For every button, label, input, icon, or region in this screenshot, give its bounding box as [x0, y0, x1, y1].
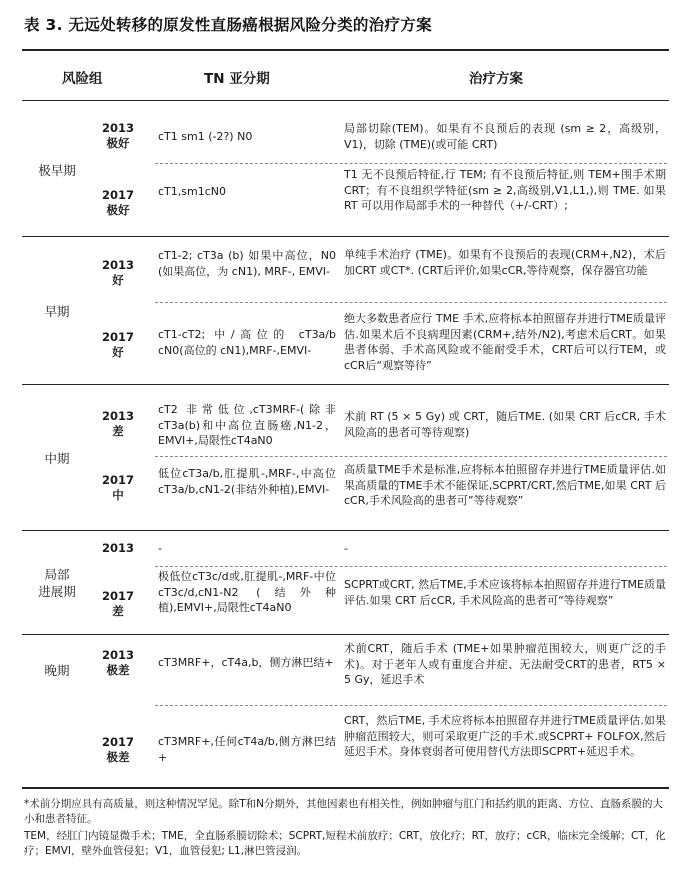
substage-cell: cT3MRF+,任何cT4a/b,侧方淋巴结+	[158, 735, 336, 764]
row-year	[92, 409, 144, 439]
treatment-cell: 术前 RT (5 × 5 Gy) 或 CRT，随后TME. (如果 CRT 后cCR, 手术风险高的患者可等待观察)	[344, 410, 666, 439]
grade-text: 极差	[106, 750, 130, 764]
group-label: 晚期	[44, 663, 70, 678]
group-label: 早期	[44, 304, 70, 319]
row-divider	[155, 302, 667, 303]
substage-cell: cT1-cT2; 中/高位的 cT3a/b cN0(高位的 cN1),MRF-,EMVI-	[158, 328, 336, 357]
substage-cell: cT2 非常低位,cT3MRF-(除非cT3a(b)和中高位直肠癌,N1-2，EMVI+,局限性cT4aN0	[158, 403, 336, 447]
group-divider	[22, 384, 669, 385]
footnote: *术前分期应具有高质量，则这种情况罕见。除T和N分期外，其他因素也有相关性，例如肿瘤与肛门和括约肌的距离、方位、直肠系膜的大小和患者特征。	[24, 798, 664, 825]
treatment-cell: 高质量TME手术是标准,应将标本拍照留存并进行TME质量评估.如果高质量的TME手术不能保证,SCPRT/CRT,然后TME,如果 CRT 后cCR,手术风险高的患者可”等待观察”	[344, 463, 666, 507]
treatment-cell: 绝大多数患者应行 TME 手术,应将标本拍照留存并进行TME质量评估.如果术后不良病理因素(CRM+,结外/N2),考虑术后CRT。如果患者体弱、手术高风险或不能耐受手术，CRT后可以行TEM，或cCR后“观察等待”	[344, 312, 666, 372]
group-divider	[22, 530, 669, 531]
grade-text: 极差	[106, 663, 130, 677]
year-text: 2013	[101, 258, 134, 272]
row-divider	[155, 566, 667, 567]
treatment-cell: CRT，然后TME, 手术应将标本拍照留存并进行TME质量评估.如果肿瘤范围较大，则可采取更广泛的手术.或SCPRT+ FOLFOX,然后延迟手术。身体衰弱者可使用替代方法即SCPRT+延迟手术。	[344, 714, 666, 758]
group-divider	[22, 634, 669, 635]
substage-cell: -	[158, 542, 162, 555]
row-year	[92, 258, 144, 288]
year-text: 2013	[101, 541, 134, 555]
substage-cell: cT1,sm1cN0	[158, 185, 226, 198]
row-divider	[155, 163, 667, 164]
footnote: TEM，经肛门内镜显微手术；TME，全直肠系膜切除术；SCPRT,短程术前放疗；CRT，放化疗；RT，放疗；cCR，临床完全缓解；CT，化疗；EMVI，壁外血管侵犯；V1，血管侵犯; L1,淋巴管浸润。	[24, 830, 666, 857]
substage-cell: 低位cT3a/b,肛提肌-,MRF-,中高位cT3a/b,cN1-2(非结外种植),EMVI-	[158, 467, 336, 496]
treatment-cell: 单纯手术治疗 (TME)。如果有不良预后的表现(CRM+,N2)，术后加CRT 或CT*. (CRT后评价,如果cCR,等待观察，保存器官功能	[344, 248, 666, 277]
treatment-cell: 术前CRT，随后手术 (TME+如果肿瘤范围较大，则更广泛的手术)。对于老年人或有重度合并症、无法耐受CRT的患者，RT5 × 5 Gy，延迟手术	[344, 642, 666, 686]
row-year	[92, 473, 144, 503]
bottom-rule	[22, 787, 669, 789]
treatment-cell: 局部切除(TEM)。如果有不良预后的表现 (sm ≥ 2，高级别，V1)，切除 (TME)(或可能 CRT)	[344, 122, 666, 151]
header-risk: 风险组	[62, 71, 103, 87]
top-rule	[22, 49, 669, 51]
year-text: 2013	[101, 648, 134, 662]
row-year	[92, 188, 144, 218]
row-divider	[155, 456, 667, 457]
grade-text: 极好	[106, 203, 130, 217]
row-year	[92, 735, 144, 765]
group-label	[22, 566, 92, 600]
row-year	[92, 648, 144, 678]
grade-text: 中	[112, 488, 124, 502]
year-text: 2017	[101, 473, 134, 487]
substage-cell: cT1 sm1 (-2?) N0	[158, 130, 253, 143]
group-label-line: 局部	[44, 567, 70, 582]
row-year	[92, 330, 144, 360]
grade-text: 好	[112, 273, 124, 287]
row-divider	[155, 705, 667, 706]
substage-cell: cT1-2; cT3a (b) 如果中高位，N0 (如果高位，为 cN1), MRF-, EMVI-	[158, 249, 336, 278]
header-tn: TN 亚分期	[204, 71, 270, 87]
year-text: 2013	[101, 121, 134, 135]
year-text: 2017	[101, 589, 134, 603]
year-text: 2017	[101, 330, 134, 344]
year-text: 2013	[101, 409, 134, 423]
grade-text: 差	[112, 604, 124, 618]
row-year	[92, 589, 144, 619]
header-treatment: 治疗方案	[469, 71, 523, 87]
row-year	[92, 121, 144, 151]
year-text: 2017	[101, 735, 134, 749]
table-title: 表 3. 无远处转移的原发性直肠癌根据风险分类的治疗方案	[24, 16, 432, 34]
treatment-cell: SCPRT或CRT, 然后TME,手术应该将标本拍照留存并进行TME质量评估.如果 CRT 后cCR, 手术风险高的患者可“等待观察”	[344, 578, 666, 607]
year-text: 2017	[101, 188, 134, 202]
grade-text: 极好	[106, 136, 130, 150]
header-rule	[22, 100, 669, 101]
group-divider	[22, 236, 669, 237]
row-year	[92, 541, 144, 556]
group-label-line: 进展期	[38, 584, 76, 599]
grade-text: 好	[112, 345, 124, 359]
substage-cell: 极低位cT3c/d或,肛提肌-,MRF-中位cT3c/d,cN1-N2 (结外种植),EMVI+,局限性cT4aN0	[158, 570, 336, 614]
treatment-cell: T1 无不良预后特征,行 TEM; 有不良预后特征,则 TEM+围手术期 CRT；有不良组织学特征(sm ≥ 2,高级别,V1,L1,),则 TME. 如果 RT 可以用作局部手术的一种替代（+/-CRT）;	[344, 168, 666, 212]
group-label: 极早期	[38, 163, 76, 178]
substage-cell: cT3MRF+，cT4a,b，侧方淋巴结+	[158, 656, 334, 669]
group-label: 中期	[44, 451, 70, 466]
treatment-cell: -	[344, 542, 348, 555]
grade-text: 差	[112, 424, 124, 438]
